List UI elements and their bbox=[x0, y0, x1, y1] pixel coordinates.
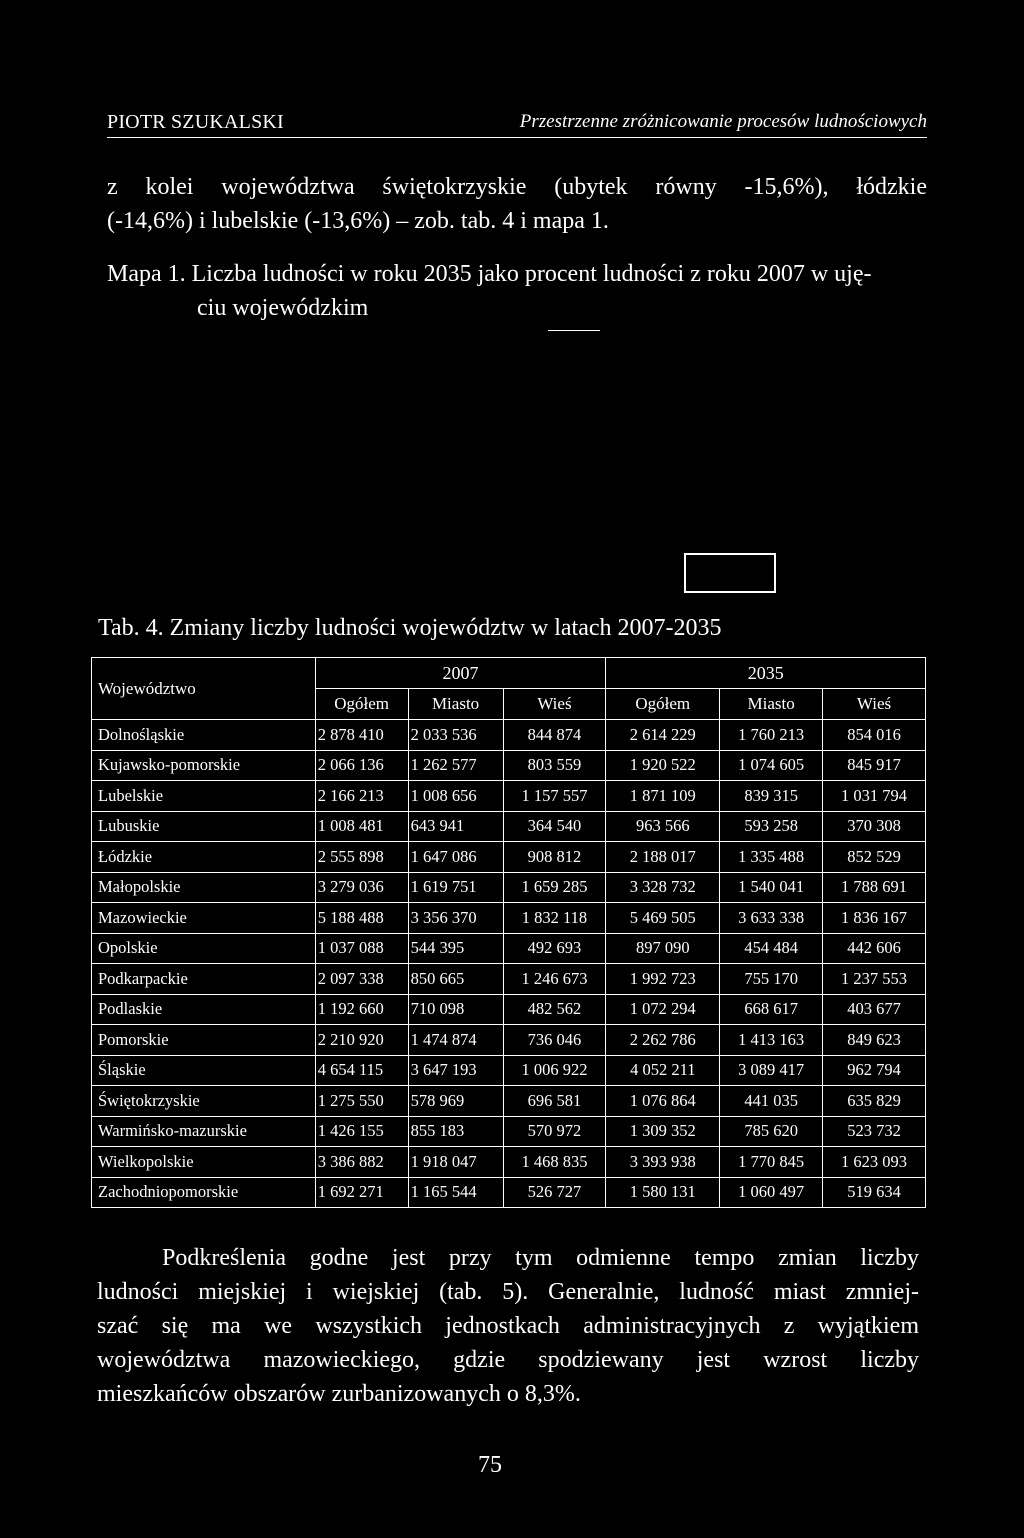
population-value-cell: 963 566 bbox=[606, 811, 720, 842]
population-value-cell: 2 614 229 bbox=[606, 720, 720, 751]
table-row bbox=[92, 903, 926, 934]
intro-paragraph bbox=[107, 170, 927, 238]
intro-line: (-14,6%) i lubelskie (-13,6%) – zob. tab. 4 i mapa 1. bbox=[107, 208, 609, 234]
population-value-cell: 3 356 370 bbox=[408, 903, 503, 934]
running-header bbox=[107, 111, 927, 138]
population-value-cell: 785 620 bbox=[720, 1116, 823, 1147]
population-value-cell: 370 308 bbox=[823, 811, 926, 842]
population-value-cell: 1 335 488 bbox=[720, 842, 823, 873]
population-value-cell: 1 072 294 bbox=[606, 994, 720, 1025]
population-value-cell: 1 262 577 bbox=[408, 750, 503, 781]
population-value-cell: 1 309 352 bbox=[606, 1116, 720, 1147]
column-header: Miasto bbox=[408, 689, 503, 720]
population-value-cell: 1 619 751 bbox=[408, 872, 503, 903]
population-value-cell: 1 468 835 bbox=[503, 1147, 606, 1178]
population-value-cell: 2 166 213 bbox=[315, 781, 408, 812]
voivodeship-name-cell: Pomorskie bbox=[92, 1025, 316, 1056]
population-value-cell: 1 275 550 bbox=[315, 1086, 408, 1117]
column-header: Ogółem bbox=[315, 689, 408, 720]
population-value-cell: 710 098 bbox=[408, 994, 503, 1025]
population-value-cell: 1 540 041 bbox=[720, 872, 823, 903]
population-value-cell: 839 315 bbox=[720, 781, 823, 812]
population-value-cell: 5 469 505 bbox=[606, 903, 720, 934]
map-caption-line: ciu wojewódzkim bbox=[197, 295, 369, 321]
population-value-cell: 2 066 136 bbox=[315, 750, 408, 781]
population-value-cell: 1 788 691 bbox=[823, 872, 926, 903]
population-value-cell: 442 606 bbox=[823, 933, 926, 964]
population-value-cell: 1 918 047 bbox=[408, 1147, 503, 1178]
population-value-cell: 643 941 bbox=[408, 811, 503, 842]
population-value-cell: 2 262 786 bbox=[606, 1025, 720, 1056]
map-caption bbox=[107, 257, 927, 325]
population-value-cell: 668 617 bbox=[720, 994, 823, 1025]
population-value-cell: 3 393 938 bbox=[606, 1147, 720, 1178]
population-value-cell: 403 677 bbox=[823, 994, 926, 1025]
population-value-cell: 3 089 417 bbox=[720, 1055, 823, 1086]
outro-line: ludności miejskiej i wiejskiej (tab. 5). Generalnie, ludność miast zmniej- bbox=[97, 1279, 919, 1305]
table-row bbox=[92, 1055, 926, 1086]
population-value-cell: 852 529 bbox=[823, 842, 926, 873]
voivodeship-name-cell: Wielkopolskie bbox=[92, 1147, 316, 1178]
population-value-cell: 544 395 bbox=[408, 933, 503, 964]
population-table-grid bbox=[91, 657, 926, 1208]
population-value-cell: 3 647 193 bbox=[408, 1055, 503, 1086]
population-value-cell: 1 659 285 bbox=[503, 872, 606, 903]
voivodeship-name-cell: Podkarpackie bbox=[92, 964, 316, 995]
population-value-cell: 1 770 845 bbox=[720, 1147, 823, 1178]
population-value-cell: 855 183 bbox=[408, 1116, 503, 1147]
table-body bbox=[92, 720, 926, 1208]
voivodeship-name-cell: Łódzkie bbox=[92, 842, 316, 873]
outro-line: Podkreślenia godne jest przy tym odmienne tempo zmian liczby bbox=[162, 1245, 919, 1271]
population-value-cell: 364 540 bbox=[503, 811, 606, 842]
population-value-cell: 696 581 bbox=[503, 1086, 606, 1117]
column-header: Ogółem bbox=[606, 689, 720, 720]
column-header: Wieś bbox=[823, 689, 926, 720]
table-row bbox=[92, 964, 926, 995]
population-value-cell: 849 623 bbox=[823, 1025, 926, 1056]
column-header: Wieś bbox=[503, 689, 606, 720]
population-value-cell: 845 917 bbox=[823, 750, 926, 781]
population-value-cell: 2 210 920 bbox=[315, 1025, 408, 1056]
population-value-cell: 593 258 bbox=[720, 811, 823, 842]
population-value-cell: 2 188 017 bbox=[606, 842, 720, 873]
table-row bbox=[92, 781, 926, 812]
population-value-cell: 1 237 553 bbox=[823, 964, 926, 995]
voivodeship-name-cell: Małopolskie bbox=[92, 872, 316, 903]
population-value-cell: 1 165 544 bbox=[408, 1177, 503, 1208]
outro-line: mieszkańców obszarów zurbanizowanych o 8,3%. bbox=[97, 1381, 581, 1407]
voivodeship-name-cell: Podlaskie bbox=[92, 994, 316, 1025]
population-value-cell: 2 555 898 bbox=[315, 842, 408, 873]
population-value-cell: 850 665 bbox=[408, 964, 503, 995]
column-header: Miasto bbox=[720, 689, 823, 720]
population-value-cell: 2 097 338 bbox=[315, 964, 408, 995]
voivodeship-name-cell: Warmińsko-mazurskie bbox=[92, 1116, 316, 1147]
population-value-cell: 1 920 522 bbox=[606, 750, 720, 781]
population-value-cell: 523 732 bbox=[823, 1116, 926, 1147]
population-value-cell: 1 006 922 bbox=[503, 1055, 606, 1086]
population-value-cell: 1 871 109 bbox=[606, 781, 720, 812]
population-value-cell: 854 016 bbox=[823, 720, 926, 751]
population-value-cell: 1 031 794 bbox=[823, 781, 926, 812]
population-value-cell: 1 692 271 bbox=[315, 1177, 408, 1208]
table-row bbox=[92, 720, 926, 751]
voivodeship-name-cell: Świętokrzyskie bbox=[92, 1086, 316, 1117]
population-value-cell: 1 580 131 bbox=[606, 1177, 720, 1208]
population-value-cell: 755 170 bbox=[720, 964, 823, 995]
table-row bbox=[92, 1147, 926, 1178]
population-value-cell: 1 157 557 bbox=[503, 781, 606, 812]
table-row bbox=[92, 1086, 926, 1117]
population-value-cell: 1 623 093 bbox=[823, 1147, 926, 1178]
population-value-cell: 1 008 481 bbox=[315, 811, 408, 842]
voivodeship-name-cell: Zachodniopomorskie bbox=[92, 1177, 316, 1208]
population-value-cell: 3 633 338 bbox=[720, 903, 823, 934]
column-header-voivodeship: Województwo bbox=[92, 658, 316, 720]
population-value-cell: 1 060 497 bbox=[720, 1177, 823, 1208]
population-value-cell: 844 874 bbox=[503, 720, 606, 751]
voivodeship-name-cell: Kujawsko-pomorskie bbox=[92, 750, 316, 781]
table-row bbox=[92, 933, 926, 964]
population-value-cell: 1 008 656 bbox=[408, 781, 503, 812]
table-row bbox=[92, 994, 926, 1025]
population-value-cell: 1 076 864 bbox=[606, 1086, 720, 1117]
population-value-cell: 441 035 bbox=[720, 1086, 823, 1117]
population-value-cell: 1 037 088 bbox=[315, 933, 408, 964]
population-value-cell: 1 074 605 bbox=[720, 750, 823, 781]
map-fragment-line bbox=[548, 330, 600, 331]
voivodeship-name-cell: Dolnośląskie bbox=[92, 720, 316, 751]
table-row bbox=[92, 811, 926, 842]
population-value-cell: 1 836 167 bbox=[823, 903, 926, 934]
table-row bbox=[92, 872, 926, 903]
voivodeship-name-cell: Śląskie bbox=[92, 1055, 316, 1086]
population-value-cell: 908 812 bbox=[503, 842, 606, 873]
population-value-cell: 482 562 bbox=[503, 994, 606, 1025]
voivodeship-name-cell: Mazowieckie bbox=[92, 903, 316, 934]
intro-line: z kolei województwa świętokrzyskie (ubytek równy -15,6%), łódzkie bbox=[107, 174, 927, 200]
table-row bbox=[92, 842, 926, 873]
population-value-cell: 578 969 bbox=[408, 1086, 503, 1117]
population-value-cell: 897 090 bbox=[606, 933, 720, 964]
population-value-cell: 5 188 488 bbox=[315, 903, 408, 934]
population-value-cell: 1 832 118 bbox=[503, 903, 606, 934]
table-row bbox=[92, 1025, 926, 1056]
map-caption-line: Mapa 1. Liczba ludności w roku 2035 jako procent ludności z roku 2007 w uję- bbox=[107, 261, 872, 287]
voivodeship-name-cell: Lubuskie bbox=[92, 811, 316, 842]
population-value-cell: 635 829 bbox=[823, 1086, 926, 1117]
population-value-cell: 570 972 bbox=[503, 1116, 606, 1147]
population-value-cell: 3 386 882 bbox=[315, 1147, 408, 1178]
population-value-cell: 1 192 660 bbox=[315, 994, 408, 1025]
population-value-cell: 1 246 673 bbox=[503, 964, 606, 995]
header-title: Przestrzenne zróżnicowanie procesów ludnościowych bbox=[519, 111, 927, 132]
column-group-header: 2007 bbox=[315, 658, 606, 689]
table-caption: Tab. 4. Zmiany liczby ludności województw w latach 2007-2035 bbox=[98, 615, 722, 641]
header-author: PIOTR SZUKALSKI bbox=[107, 111, 284, 133]
table-row bbox=[92, 750, 926, 781]
population-value-cell: 736 046 bbox=[503, 1025, 606, 1056]
population-value-cell: 3 328 732 bbox=[606, 872, 720, 903]
population-value-cell: 962 794 bbox=[823, 1055, 926, 1086]
table-row bbox=[92, 1177, 926, 1208]
population-value-cell: 1 647 086 bbox=[408, 842, 503, 873]
voivodeship-name-cell: Opolskie bbox=[92, 933, 316, 964]
map-legend-box bbox=[684, 553, 776, 593]
voivodeship-name-cell: Lubelskie bbox=[92, 781, 316, 812]
outro-line: województwa mazowieckiego, gdzie spodziewany jest wzrost liczby bbox=[97, 1347, 919, 1373]
population-value-cell: 3 279 036 bbox=[315, 872, 408, 903]
population-value-cell: 1 760 213 bbox=[720, 720, 823, 751]
population-table bbox=[91, 657, 926, 1208]
population-value-cell: 492 693 bbox=[503, 933, 606, 964]
population-value-cell: 454 484 bbox=[720, 933, 823, 964]
population-value-cell: 519 634 bbox=[823, 1177, 926, 1208]
column-group-header: 2035 bbox=[606, 658, 926, 689]
population-value-cell: 1 992 723 bbox=[606, 964, 720, 995]
population-value-cell: 2 033 536 bbox=[408, 720, 503, 751]
population-value-cell: 2 878 410 bbox=[315, 720, 408, 751]
population-value-cell: 4 654 115 bbox=[315, 1055, 408, 1086]
outro-paragraph bbox=[97, 1241, 919, 1411]
population-value-cell: 4 052 211 bbox=[606, 1055, 720, 1086]
table-row bbox=[92, 1116, 926, 1147]
population-value-cell: 1 474 874 bbox=[408, 1025, 503, 1056]
population-value-cell: 803 559 bbox=[503, 750, 606, 781]
outro-line: szać się ma we wszystkich jednostkach administracyjnych z wyjątkiem bbox=[97, 1313, 919, 1339]
table-header-row bbox=[92, 658, 926, 689]
population-value-cell: 1 426 155 bbox=[315, 1116, 408, 1147]
population-value-cell: 1 413 163 bbox=[720, 1025, 823, 1056]
population-value-cell: 526 727 bbox=[503, 1177, 606, 1208]
page-number: 75 bbox=[478, 1452, 502, 1478]
